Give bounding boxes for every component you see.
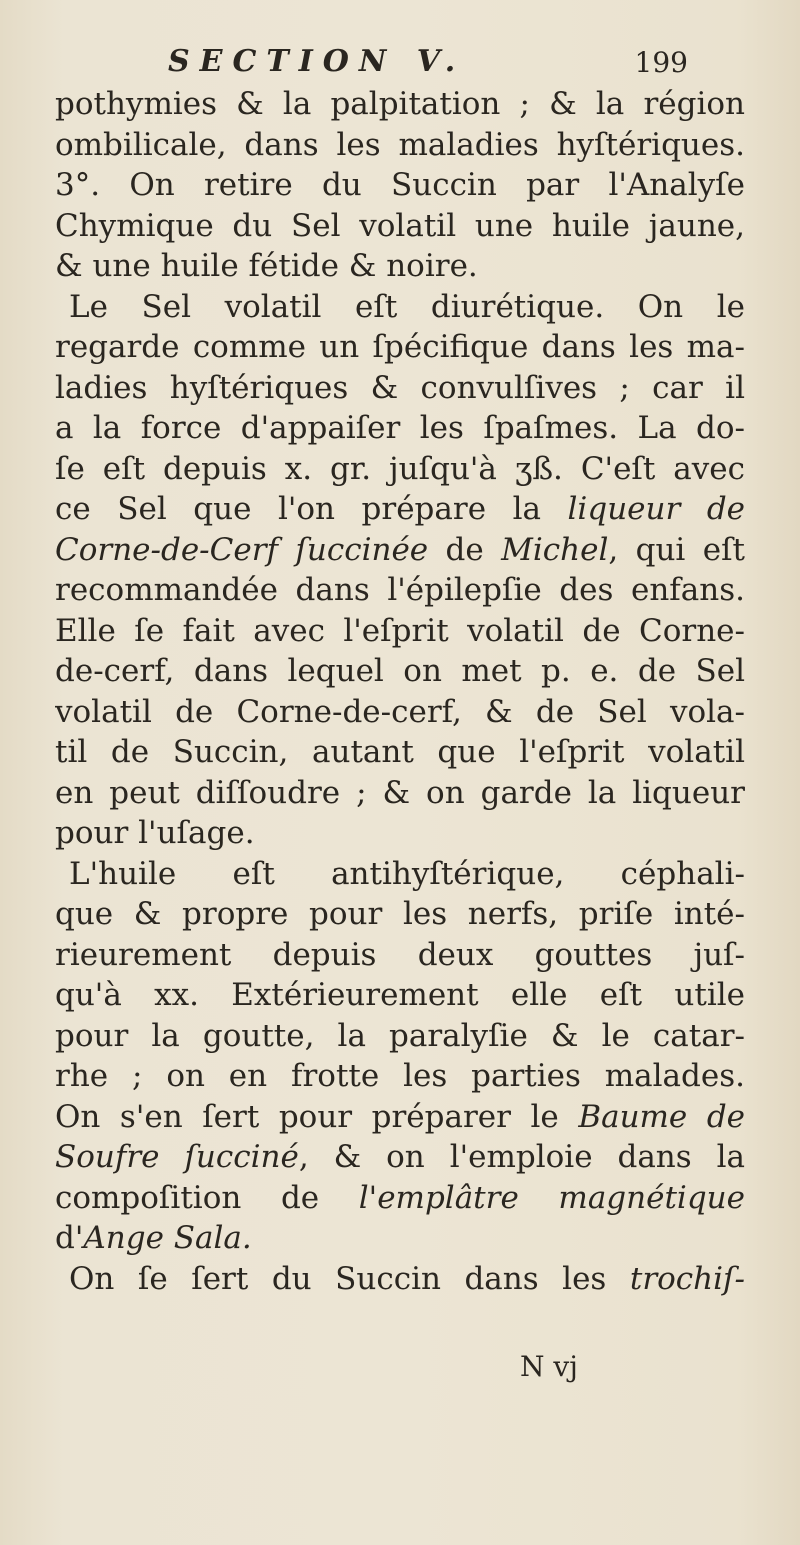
italic-name: Michel [501, 531, 609, 568]
text-line-mixed [55, 1259, 745, 1300]
text-line: pothymies & la palpitation ; & la région [55, 86, 745, 122]
text-line: Chymique du Sel volatil une huile jaune, [55, 207, 745, 244]
text-fragment: ce Sel que l'on prépare la [55, 491, 541, 527]
text-line: ombilicale, dans les maladies hyſtériques. [55, 126, 745, 163]
text-fragment: compoſition de [55, 1179, 320, 1216]
body-text [55, 84, 745, 1299]
text-fragment: de [445, 531, 484, 568]
text-line: qu'à xx. Extérieurement elle eſt utile [55, 977, 745, 1013]
text-fragment: On ſe ſert du Succin dans les [69, 1260, 607, 1297]
italic-phrase: liqueur de [567, 491, 745, 527]
text-line: que & propre pour les nerfs, priſe inté- [55, 896, 745, 932]
text-line: regarde comme un ſpécifique dans les ma- [55, 329, 745, 365]
text-line: recommandée dans l'épilepſie des enfans. [55, 572, 745, 608]
text-fragment: , qui eſt [608, 531, 745, 568]
text-fragment: , & on l'emploie dans la [298, 1139, 745, 1175]
italic-phrase: ſuccinée [295, 531, 429, 568]
text-line: rieurement depuis deux gouttes juſ- [55, 936, 745, 973]
text-line-mixed [55, 1178, 745, 1219]
italic-phrase: trochiſ- [629, 1260, 745, 1297]
text-line: de-cerf, dans lequel on met p. e. de Sel [55, 653, 745, 689]
text-line: til de Succin, autant que l'eſprit volatil [55, 734, 745, 770]
text-line: volatil de Corne-de-cerf, & de Sel vola- [55, 693, 745, 730]
italic-phrase: Corne-de-Cerf [55, 531, 279, 568]
italic-phrase: ſucciné [184, 1139, 299, 1175]
text-line: a la force d'appaiſer les ſpaſmes. La do- [55, 410, 745, 446]
text-line-mixed [55, 1137, 745, 1178]
text-line: rhe ; on en frotte les parties malades. [55, 1058, 745, 1094]
text-line-mixed [55, 489, 745, 530]
catchword-signature: N vj [520, 1350, 578, 1383]
italic-name: Ange Sala. [83, 1220, 252, 1256]
text-line: Elle ſe fait avec l'eſprit volatil de Corne- [55, 612, 745, 649]
text-line: pour l'uſage. [55, 815, 255, 851]
text-fragment: d' [55, 1220, 84, 1256]
text-line-mixed [55, 530, 745, 571]
text-line: ladies hyſtériques & convulſives ; car il [55, 369, 745, 406]
text-line-mixed [55, 1097, 745, 1138]
text-line: pour la goutte, la paralyſie & le catar- [55, 1017, 745, 1054]
text-line: Le Sel volatil eſt diurétique. On le [69, 288, 745, 325]
section-title: SECTION V. [168, 44, 466, 79]
text-line-mixed [55, 1218, 745, 1259]
text-line: L'huile eſt antihyſtérique, céphali- [69, 855, 745, 892]
text-line: 3°. On retire du Succin par l'Analyſe [55, 167, 745, 203]
text-line: & une huile fétide & noire. [55, 248, 478, 284]
text-fragment: On s'en ſert pour préparer le [55, 1098, 559, 1135]
text-line: ſe eſt depuis x. gr. juſqu'à ʒß. C'eſt avec [55, 450, 745, 487]
page-number: 199 [634, 46, 688, 79]
italic-phrase: l'emplâtre magnétique [358, 1179, 745, 1216]
text-line: en peut diſſoudre ; & on garde la liqueur [55, 774, 745, 811]
italic-phrase: Soufre [55, 1139, 160, 1175]
italic-phrase: Baume de [578, 1098, 745, 1135]
